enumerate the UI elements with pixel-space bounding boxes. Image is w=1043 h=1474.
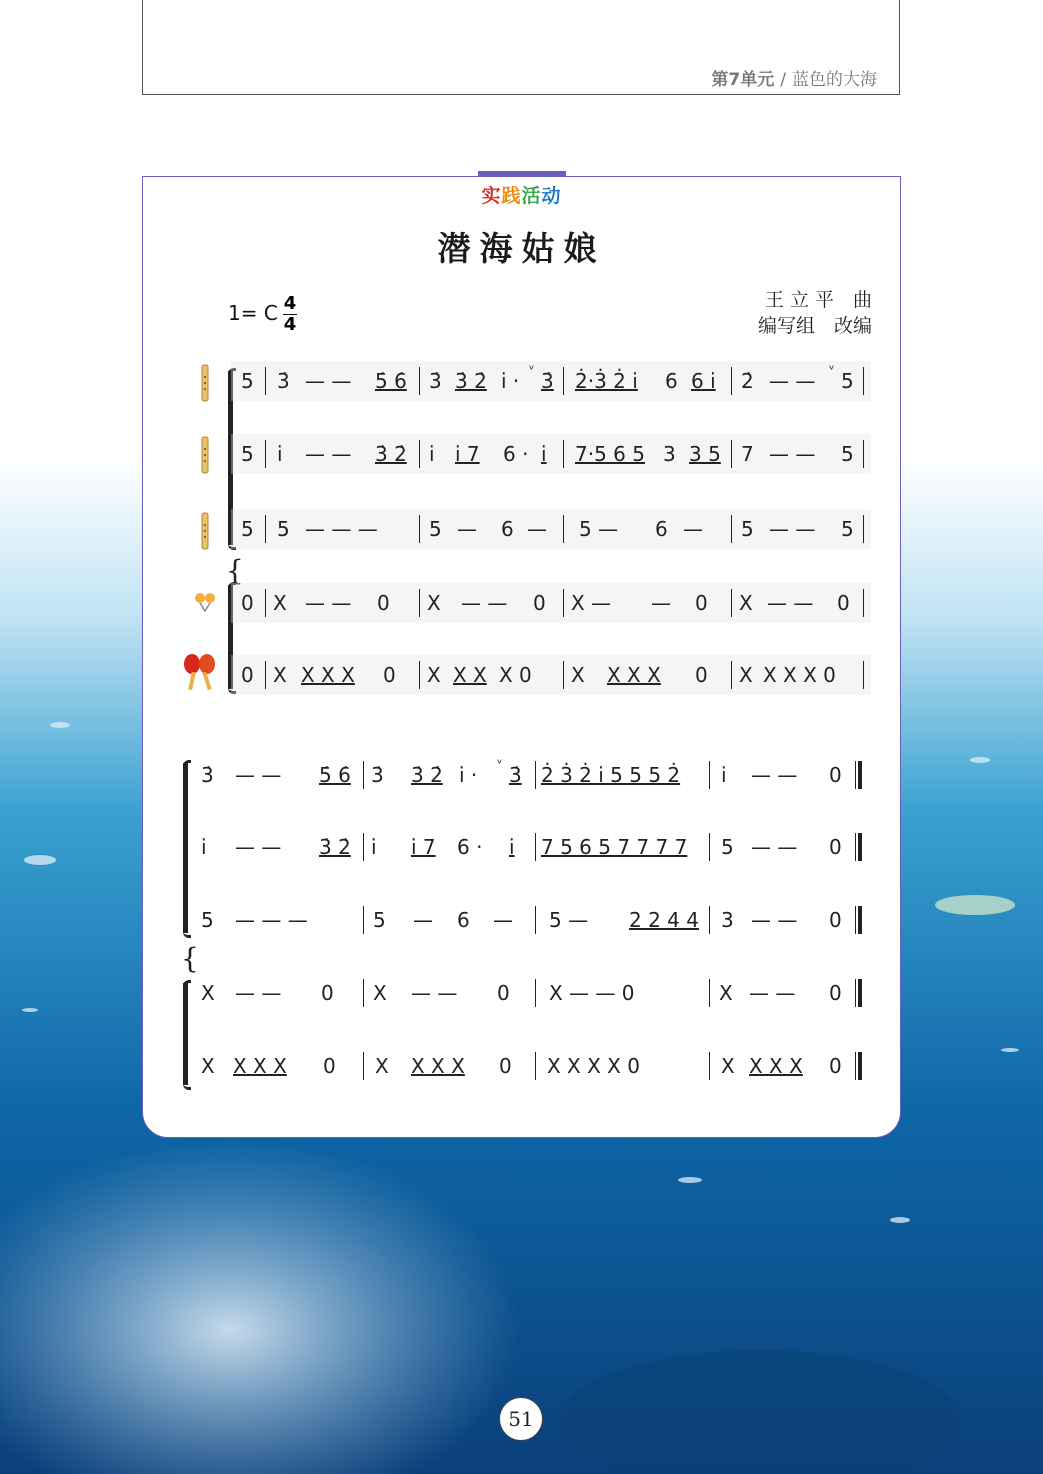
note: 0 bbox=[829, 981, 842, 1005]
system2-row1 bbox=[143, 757, 900, 793]
credits bbox=[758, 287, 872, 339]
note: 6 bbox=[665, 369, 678, 393]
note: X 0 bbox=[499, 663, 532, 687]
note: 2̇·3̇ 2̇ i̇ bbox=[575, 369, 638, 393]
note: — — bbox=[235, 835, 282, 859]
note: — bbox=[527, 517, 547, 541]
activity-char: 活 bbox=[521, 185, 542, 207]
note: 0 bbox=[695, 663, 708, 687]
activity-char: 践 bbox=[501, 185, 522, 207]
note: 2̇ 3̇ 2̇ i̇ 5 5 5 2̇ bbox=[541, 763, 681, 787]
note: X bbox=[739, 591, 753, 615]
note: 6 i̇ bbox=[691, 369, 716, 393]
note: 5̇ 6̇ bbox=[375, 369, 407, 393]
note: — — bbox=[751, 763, 798, 787]
song-title: 潜海姑娘 bbox=[437, 229, 606, 268]
note: 3 bbox=[663, 442, 676, 466]
note: — bbox=[683, 517, 703, 541]
note: i̇ 7 bbox=[455, 442, 480, 466]
composer: 王 立 平 曲 bbox=[764, 289, 872, 311]
system2-row2 bbox=[143, 829, 900, 865]
note: 0 bbox=[241, 591, 254, 615]
note: X bbox=[719, 981, 733, 1005]
note: — bbox=[651, 591, 671, 615]
score-card bbox=[142, 176, 901, 1138]
note: 5 bbox=[841, 442, 854, 466]
key-signature: 1= C bbox=[228, 301, 278, 325]
system2-brace: { bbox=[181, 942, 199, 975]
note: — — bbox=[305, 442, 352, 466]
note: — — bbox=[769, 369, 816, 393]
note: i̇ 7 bbox=[411, 835, 436, 859]
note: 0 bbox=[321, 981, 334, 1005]
note: 5 bbox=[429, 517, 442, 541]
note: 0 bbox=[837, 591, 850, 615]
note: 7 bbox=[741, 442, 754, 466]
note: — — bbox=[411, 981, 458, 1005]
note: 0 bbox=[499, 1054, 512, 1078]
note: 0 bbox=[829, 908, 842, 932]
note: — — bbox=[235, 763, 282, 787]
note: X bbox=[427, 663, 441, 687]
note: 0 bbox=[695, 591, 708, 615]
note: X bbox=[201, 1054, 215, 1078]
note: 5̇ 6̇ bbox=[319, 763, 351, 787]
unit-separator: / bbox=[780, 70, 786, 90]
unit-number: 第7单元 bbox=[711, 70, 775, 90]
note: 2̇ bbox=[741, 369, 754, 393]
note: — — bbox=[305, 369, 352, 393]
note: 3̇ 2̇ bbox=[375, 442, 407, 466]
note: 3̇ bbox=[371, 763, 384, 787]
note: i̇ bbox=[721, 763, 727, 787]
note: 0 bbox=[497, 981, 510, 1005]
note: X X X bbox=[749, 1054, 803, 1078]
note: 5 bbox=[721, 835, 734, 859]
note: i̇ bbox=[541, 442, 547, 466]
note: 5 bbox=[241, 442, 254, 466]
note: X X X bbox=[301, 663, 355, 687]
note: 5 — bbox=[549, 908, 589, 932]
note: 6 bbox=[457, 908, 470, 932]
note: 3̇ bbox=[541, 369, 554, 393]
arranger: 编写组 改编 bbox=[757, 315, 872, 337]
system2-row4 bbox=[143, 975, 900, 1011]
system2-row5 bbox=[143, 1048, 900, 1084]
note: i̇ bbox=[509, 835, 515, 859]
activity-char: 动 bbox=[541, 185, 562, 207]
note: i̇ · bbox=[501, 369, 520, 393]
note: — — bbox=[751, 908, 798, 932]
tab-accent bbox=[478, 171, 566, 176]
note: 5 bbox=[841, 369, 854, 393]
note: i̇ bbox=[277, 442, 283, 466]
note: 5 bbox=[277, 517, 290, 541]
note: 5 bbox=[841, 517, 854, 541]
system1-row3 bbox=[143, 511, 900, 547]
note: 6 · bbox=[457, 835, 483, 859]
note: i̇ · bbox=[459, 763, 478, 787]
system1-row5 bbox=[143, 657, 900, 693]
note: X X X bbox=[607, 663, 661, 687]
unit-title bbox=[711, 65, 877, 90]
system1-row2 bbox=[143, 436, 900, 472]
note: 3̇ 2̇ bbox=[319, 835, 351, 859]
note: 6 · bbox=[503, 442, 529, 466]
system2-row3 bbox=[143, 902, 900, 938]
activity-label bbox=[143, 181, 900, 208]
system1-row4 bbox=[143, 585, 900, 621]
activity-char: 实 bbox=[481, 185, 502, 207]
note: X bbox=[201, 981, 215, 1005]
note: i̇ bbox=[429, 442, 435, 466]
note: 0 bbox=[241, 663, 254, 687]
time-signature bbox=[283, 295, 297, 334]
note: — — bbox=[769, 517, 816, 541]
note: 5 bbox=[741, 517, 754, 541]
note: X X X X 0 bbox=[547, 1054, 640, 1078]
note: — — bbox=[461, 591, 508, 615]
note: X bbox=[721, 1054, 735, 1078]
note: 7 5 6 5 7 7 7 7 bbox=[541, 835, 688, 859]
note: — bbox=[457, 517, 477, 541]
note: X bbox=[373, 981, 387, 1005]
note: 3̇ 2̇ bbox=[455, 369, 487, 393]
note: 7·5 6 5 bbox=[575, 442, 645, 466]
note: 5 — bbox=[579, 517, 619, 541]
note: 0 bbox=[383, 663, 396, 687]
note: — — — bbox=[305, 517, 378, 541]
header-box bbox=[142, 0, 900, 95]
note: 5 bbox=[201, 908, 214, 932]
note: — — bbox=[749, 981, 796, 1005]
note: 0 bbox=[323, 1054, 336, 1078]
system1-row1 bbox=[143, 363, 900, 399]
note: X X bbox=[453, 663, 487, 687]
breath-mark: ᵛ bbox=[829, 363, 835, 378]
unit-name: 蓝色的大海 bbox=[792, 70, 877, 90]
note: 3̇ bbox=[277, 369, 290, 393]
note: X bbox=[571, 663, 585, 687]
note: — — bbox=[751, 835, 798, 859]
note: X bbox=[427, 591, 441, 615]
note: 3̇ bbox=[509, 763, 522, 787]
note: — — bbox=[235, 981, 282, 1005]
note: X bbox=[739, 663, 753, 687]
note: X bbox=[273, 663, 287, 687]
note: 0 bbox=[829, 763, 842, 787]
system1-brace: { bbox=[226, 554, 244, 587]
time-numerator: 4 bbox=[283, 293, 297, 314]
note: 6 bbox=[501, 517, 514, 541]
note: X X X 0 bbox=[763, 663, 836, 687]
note: 5 bbox=[241, 369, 254, 393]
note: 0 bbox=[829, 1054, 842, 1078]
note: X — bbox=[571, 591, 612, 615]
page-number: 51 bbox=[499, 1397, 543, 1441]
note: X bbox=[375, 1054, 389, 1078]
note: 3̇ bbox=[201, 763, 214, 787]
note: X bbox=[273, 591, 287, 615]
note: 0 bbox=[533, 591, 546, 615]
note: 3 5 bbox=[689, 442, 721, 466]
note: 5 bbox=[373, 908, 386, 932]
note: X — — 0 bbox=[549, 981, 635, 1005]
note: 5 bbox=[241, 517, 254, 541]
note: — bbox=[493, 908, 513, 932]
note: X X X bbox=[233, 1054, 287, 1078]
note: 6 bbox=[655, 517, 668, 541]
note: X X X bbox=[411, 1054, 465, 1078]
note: — — bbox=[767, 591, 814, 615]
note: — — bbox=[769, 442, 816, 466]
note: 2 2 4 4 bbox=[629, 908, 699, 932]
note: — — — bbox=[235, 908, 308, 932]
note: 3̇ bbox=[429, 369, 442, 393]
breath-mark: ᵛ bbox=[497, 757, 503, 772]
note: i̇ bbox=[201, 835, 207, 859]
note: 0 bbox=[377, 591, 390, 615]
note: 3 bbox=[721, 908, 734, 932]
time-denominator: 4 bbox=[283, 314, 297, 335]
note: 3̇ 2̇ bbox=[411, 763, 443, 787]
note: 0 bbox=[829, 835, 842, 859]
note: i̇ bbox=[371, 835, 377, 859]
breath-mark: ᵛ bbox=[529, 363, 535, 378]
note: — bbox=[413, 908, 433, 932]
note: — — bbox=[305, 591, 352, 615]
